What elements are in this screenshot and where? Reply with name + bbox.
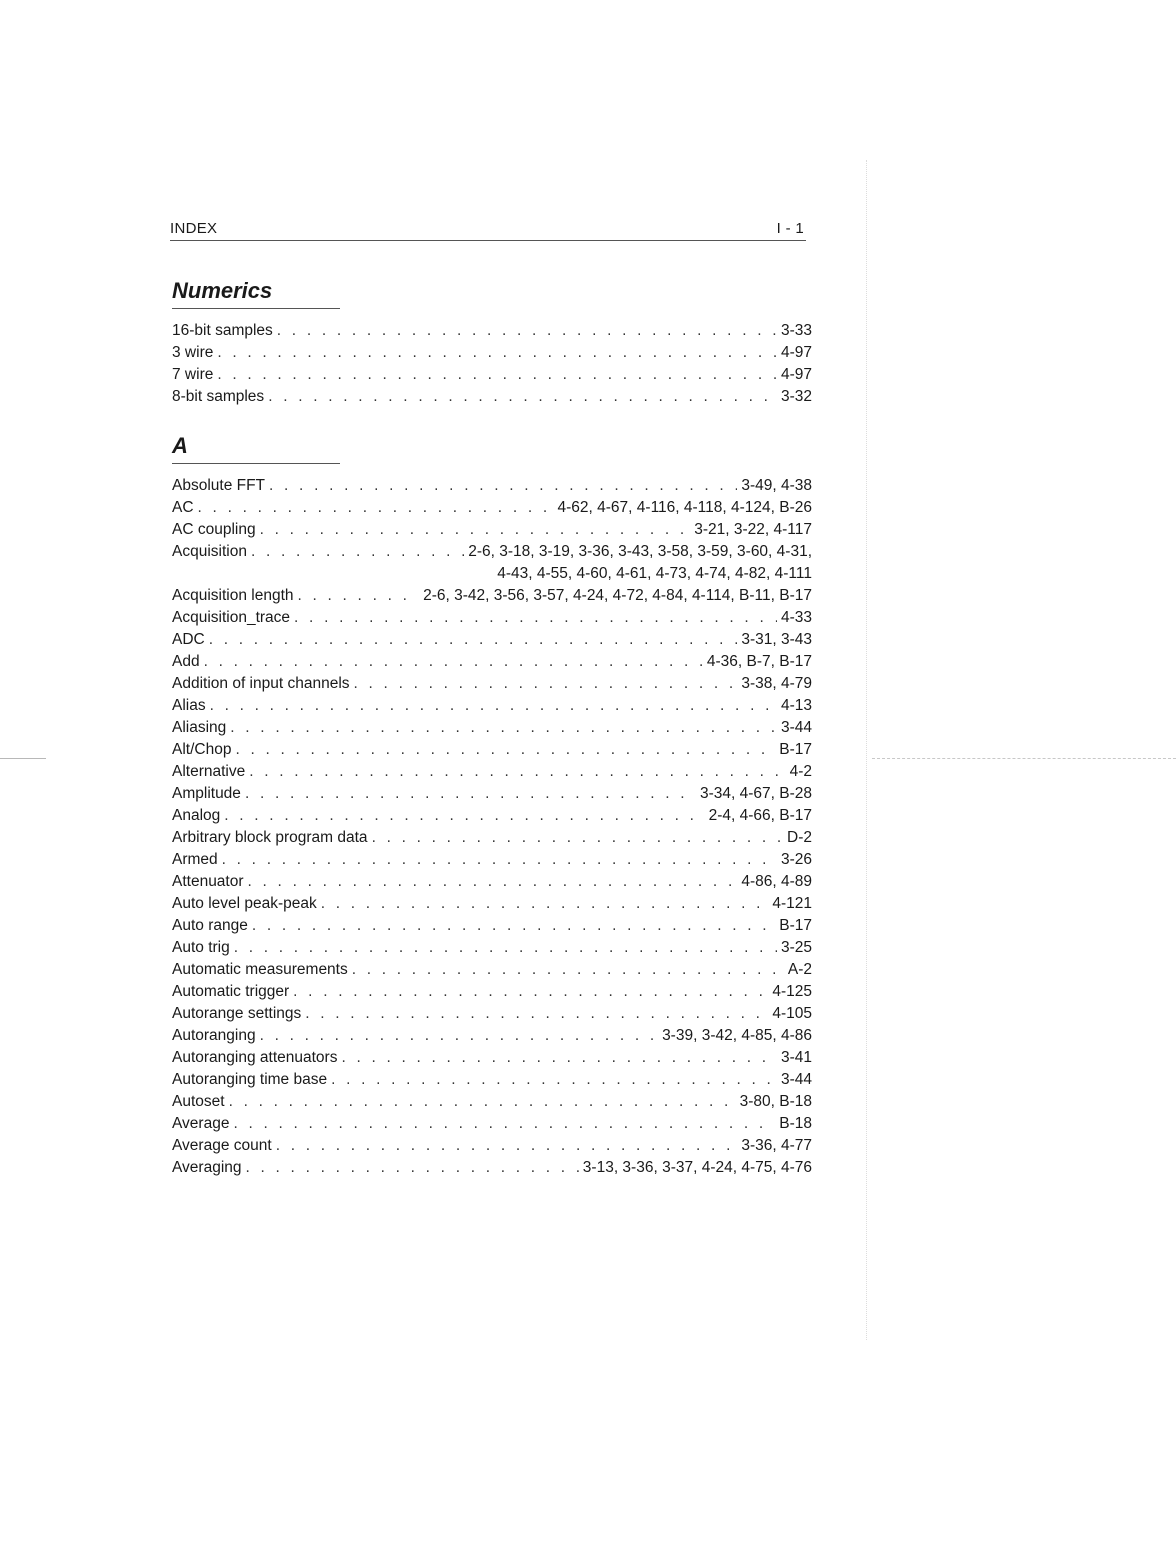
entry-pages: 3-33 xyxy=(780,322,812,339)
index-entry xyxy=(172,541,812,563)
index-entry xyxy=(172,1091,812,1113)
dot-leader xyxy=(210,695,777,717)
index-entry xyxy=(172,475,812,497)
dot-leader xyxy=(331,1069,777,1091)
scan-artifact-line xyxy=(0,758,46,759)
entry-term: Acquisition xyxy=(172,543,247,560)
entry-term: AC coupling xyxy=(172,521,256,538)
entry-pages: 3-26 xyxy=(780,851,812,868)
entry-term: Auto level peak-peak xyxy=(172,895,317,912)
entry-pages: 3-32 xyxy=(780,388,812,405)
entry-term: Automatic trigger xyxy=(172,983,290,1000)
entry-pages: 4-62, 4-67, 4-116, 4-118, 4-124, B-26 xyxy=(557,499,812,516)
dot-leader xyxy=(204,651,703,673)
entry-pages: 3-80, B-18 xyxy=(739,1093,812,1110)
entry-pages: 3-44 xyxy=(780,1071,812,1088)
entry-term: Autoranging xyxy=(172,1027,256,1044)
entry-term: Arbitrary block program data xyxy=(172,829,368,846)
index-entry xyxy=(172,849,812,871)
index-entry xyxy=(172,717,812,739)
index-entries xyxy=(172,320,812,408)
entry-pages: 4-125 xyxy=(772,983,812,1000)
entry-term: Averaging xyxy=(172,1159,242,1176)
dot-leader xyxy=(352,959,784,981)
entry-term: Analog xyxy=(172,807,221,824)
entry-term: Add xyxy=(172,653,200,670)
entry-term: Acquisition length xyxy=(172,587,294,604)
entry-term: 16-bit samples xyxy=(172,322,273,339)
index-entry xyxy=(172,342,812,364)
entry-pages: 2-6, 3-18, 3-19, 3-36, 3-43, 3-58, 3-59, 3-60, 4-31, xyxy=(468,543,812,560)
entry-pages: 4-36, B-7, B-17 xyxy=(706,653,812,670)
index-entry xyxy=(172,959,812,981)
entry-term: Average xyxy=(172,1115,230,1132)
entry-pages: 3-41 xyxy=(780,1049,812,1066)
entry-pages: 3-49, 4-38 xyxy=(741,477,812,494)
dot-leader xyxy=(229,1091,736,1113)
entry-term: Absolute FFT xyxy=(172,477,266,494)
dot-leader xyxy=(293,981,768,1003)
entry-pages: 3-34, 4-67, B-28 xyxy=(699,785,812,802)
entry-term: Autoranging attenuators xyxy=(172,1049,338,1066)
entry-term: Average count xyxy=(172,1137,272,1154)
index-entry xyxy=(172,1069,812,1091)
entry-term: Autoset xyxy=(172,1093,225,1110)
dot-leader xyxy=(224,805,704,827)
entry-pages: 4-2 xyxy=(789,763,812,780)
dot-leader xyxy=(372,827,783,849)
entry-term: Alias xyxy=(172,697,206,714)
entry-pages: 2-6, 3-42, 3-56, 3-57, 4-24, 4-72, 4-84, 4-114, B-11, B-17 xyxy=(423,587,812,604)
entry-pages: 3-21, 3-22, 4-117 xyxy=(694,521,812,538)
entry-term: Alt/Chop xyxy=(172,741,232,758)
entry-pages: 4-13 xyxy=(780,697,812,714)
index-entry xyxy=(172,497,812,519)
index-entry xyxy=(172,871,812,893)
dot-leader xyxy=(198,497,554,519)
dot-leader xyxy=(248,871,738,893)
dot-leader xyxy=(230,717,777,739)
entry-pages: 4-86, 4-89 xyxy=(741,873,812,890)
section-heading: A xyxy=(172,432,340,464)
index-entry xyxy=(172,364,812,386)
dot-leader xyxy=(298,585,420,607)
entry-pages: A-2 xyxy=(787,961,812,978)
running-header xyxy=(170,218,806,241)
index-entry-continuation xyxy=(172,563,812,585)
dot-leader xyxy=(269,475,737,497)
dot-leader xyxy=(234,937,777,959)
dot-leader xyxy=(235,739,775,761)
scan-artifact-line xyxy=(872,758,1176,759)
index-entry xyxy=(172,607,812,629)
section-heading: Numerics xyxy=(172,277,340,309)
page-number: I - 1 xyxy=(776,220,804,237)
dot-leader xyxy=(260,1025,658,1047)
section-a xyxy=(172,432,812,1179)
index-entry xyxy=(172,739,812,761)
index-entry xyxy=(172,386,812,408)
entry-term: 3 wire xyxy=(172,344,214,361)
entry-term: Amplitude xyxy=(172,785,241,802)
index-entry xyxy=(172,651,812,673)
dot-leader xyxy=(341,1047,777,1069)
dot-leader xyxy=(321,893,769,915)
dot-leader xyxy=(217,364,777,386)
entry-term: Addition of input channels xyxy=(172,675,350,692)
dot-leader xyxy=(305,1003,768,1025)
entry-pages: D-2 xyxy=(787,829,812,846)
entry-term: Acquisition_trace xyxy=(172,609,291,626)
index-entry xyxy=(172,805,812,827)
index-entry xyxy=(172,981,812,1003)
entry-pages: B-17 xyxy=(779,917,812,934)
dot-leader xyxy=(233,1113,775,1135)
entry-term: Attenuator xyxy=(172,873,244,890)
index-entry xyxy=(172,827,812,849)
index-entry xyxy=(172,915,812,937)
entry-term: Automatic measurements xyxy=(172,961,348,978)
entry-term: ADC xyxy=(172,631,205,648)
dot-leader xyxy=(252,915,775,937)
index-entry xyxy=(172,695,812,717)
entry-pages: 3-38, 4-79 xyxy=(741,675,812,692)
entry-pages: B-18 xyxy=(779,1115,812,1132)
entry-term: 8-bit samples xyxy=(172,388,265,405)
index-entry xyxy=(172,519,812,541)
entry-term: Auto range xyxy=(172,917,248,934)
entry-pages: 3-31, 3-43 xyxy=(741,631,812,648)
dot-leader xyxy=(276,1135,738,1157)
entry-term: Armed xyxy=(172,851,218,868)
dot-leader xyxy=(277,320,777,342)
index-entry xyxy=(172,1135,812,1157)
index-entry xyxy=(172,783,812,805)
dot-leader xyxy=(217,342,777,364)
entry-pages: 4-33 xyxy=(780,609,812,626)
index-entry xyxy=(172,1025,812,1047)
index-entry xyxy=(172,937,812,959)
dot-leader xyxy=(249,761,785,783)
entry-pages: 4-43, 4-55, 4-60, 4-61, 4-73, 4-74, 4-82, 4-111 xyxy=(497,565,812,582)
index-entry xyxy=(172,673,812,695)
entry-pages: 4-105 xyxy=(772,1005,812,1022)
entry-pages: 4-97 xyxy=(780,366,812,383)
entry-term: Alternative xyxy=(172,763,246,780)
dot-leader xyxy=(260,519,691,541)
entry-pages: 2-4, 4-66, B-17 xyxy=(708,807,812,824)
dot-leader xyxy=(222,849,777,871)
index-entry xyxy=(172,761,812,783)
entry-term: 7 wire xyxy=(172,366,214,383)
index-entry xyxy=(172,320,812,342)
header-title: INDEX xyxy=(170,220,218,237)
entry-term: Autorange settings xyxy=(172,1005,302,1022)
entry-pages: 4-121 xyxy=(772,895,812,912)
entry-pages: 3-25 xyxy=(780,939,812,956)
entry-pages: 3-44 xyxy=(780,719,812,736)
entry-pages: 3-39, 3-42, 4-85, 4-86 xyxy=(662,1027,812,1044)
dot-leader xyxy=(294,607,777,629)
entry-term: Autoranging time base xyxy=(172,1071,328,1088)
dot-leader xyxy=(354,673,738,695)
section-numerics xyxy=(172,277,812,408)
entry-pages: 3-13, 3-36, 3-37, 4-24, 4-75, 4-76 xyxy=(582,1159,812,1176)
index-entry xyxy=(172,893,812,915)
dot-leader xyxy=(268,386,777,408)
entry-term: AC xyxy=(172,499,194,516)
dot-leader xyxy=(245,783,696,805)
index-entry xyxy=(172,1047,812,1069)
dot-leader xyxy=(209,629,738,651)
scan-artifact-line xyxy=(866,160,867,1340)
index-entry xyxy=(172,585,812,607)
index-entries xyxy=(172,475,812,1179)
index-entry xyxy=(172,1003,812,1025)
entry-pages: B-17 xyxy=(779,741,812,758)
dot-leader xyxy=(246,1157,579,1179)
index-entry xyxy=(172,1157,812,1179)
dot-leader xyxy=(251,541,464,563)
entry-pages: 4-97 xyxy=(780,344,812,361)
entry-term: Aliasing xyxy=(172,719,227,736)
entry-term: Auto trig xyxy=(172,939,230,956)
index-entry xyxy=(172,629,812,651)
entry-pages: 3-36, 4-77 xyxy=(741,1137,812,1154)
index-entry xyxy=(172,1113,812,1135)
